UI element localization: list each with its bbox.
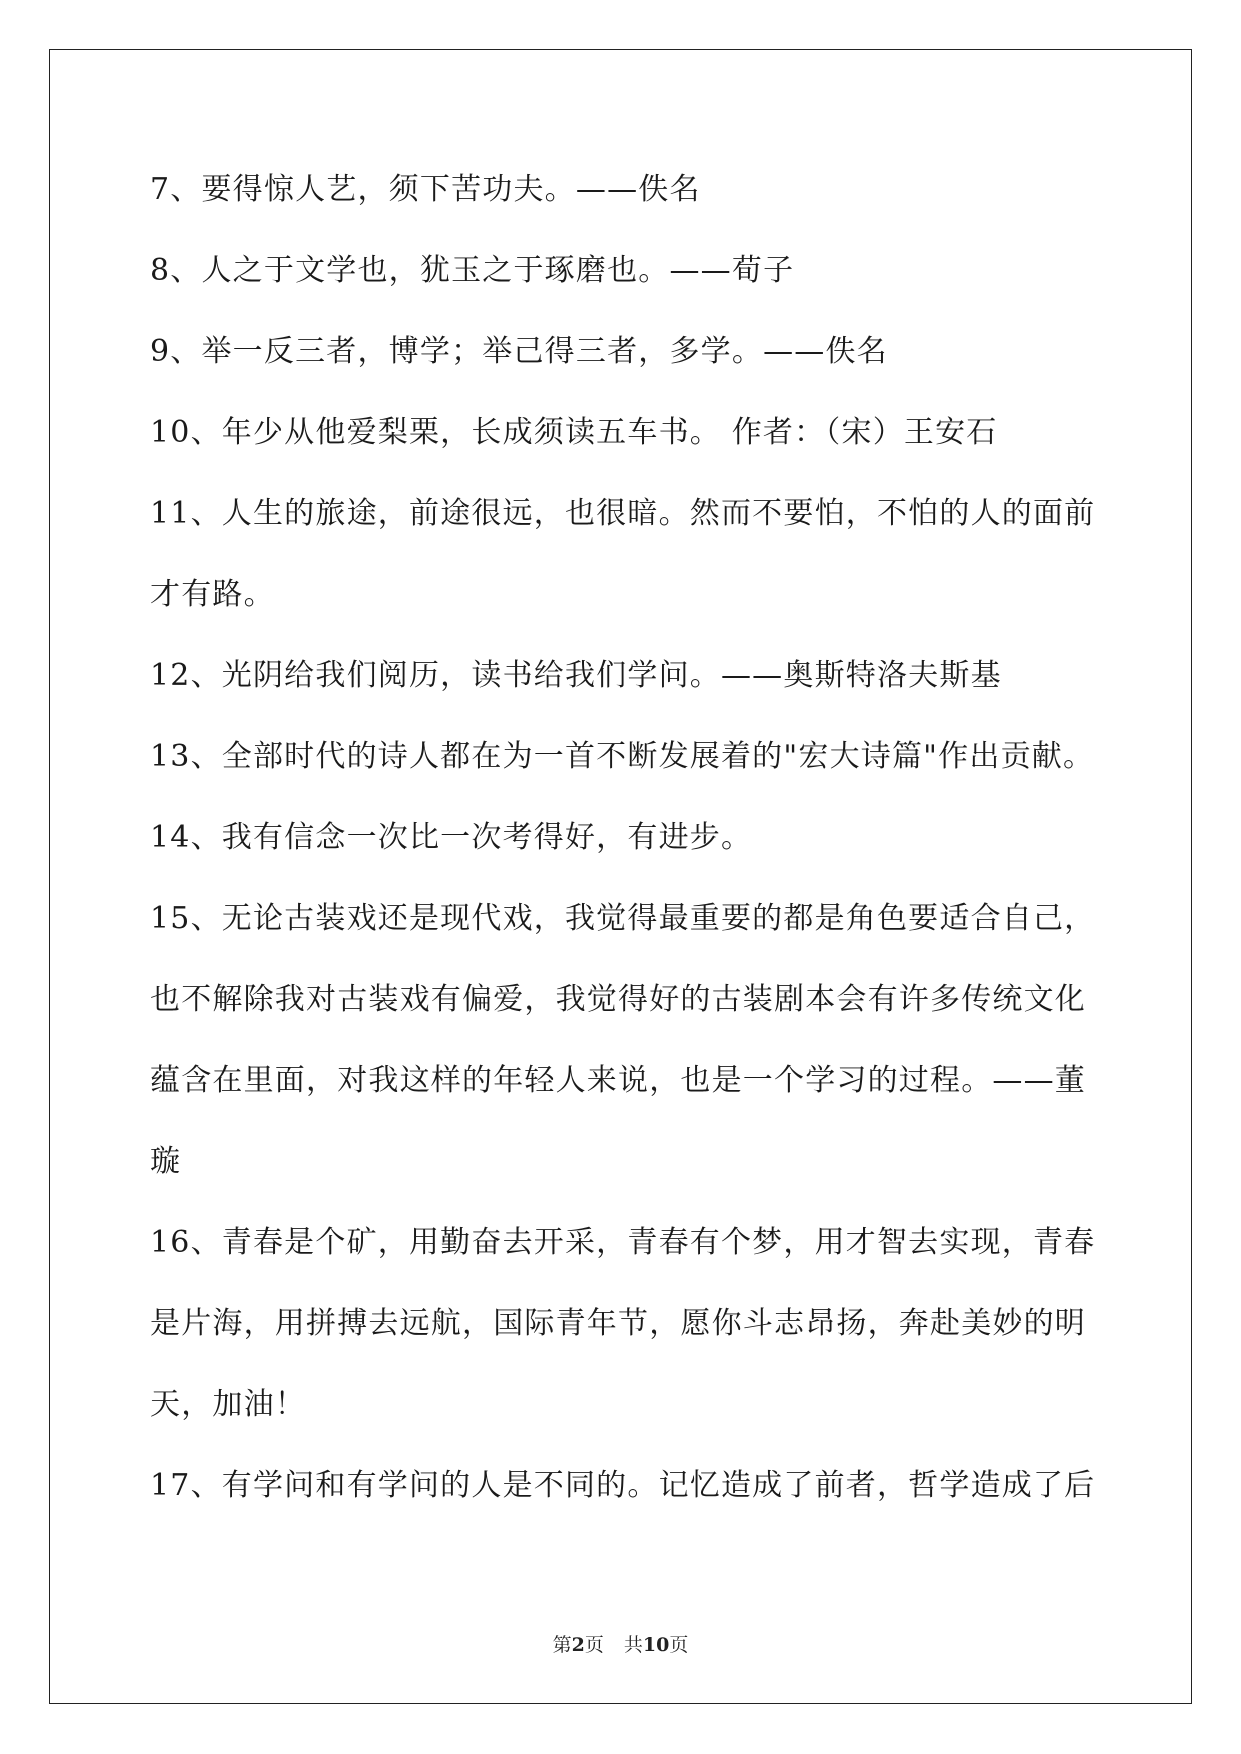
text-line: 14、我有信念一次比一次考得好，有进步。	[150, 820, 753, 855]
text-line: 8、人之于文学也，犹玉之于琢磨也。——荀子	[150, 253, 795, 288]
current-page-number: 2	[571, 1634, 585, 1656]
text-line: 15、无论古装戏还是现代戏，我觉得最重要的都是角色要适合自己，	[150, 901, 1096, 936]
text-line: 璇	[150, 1144, 182, 1179]
text-line: 12、光阴给我们阅历，读书给我们学问。——奥斯特洛夫斯基	[150, 658, 1002, 693]
text-line: 天，加油！	[150, 1387, 306, 1422]
footer-total-suffix: 页	[669, 1634, 689, 1656]
text-line: 是片海，用拼搏去远航，国际青年节，愿你斗志昂扬，奔赴美妙的明	[150, 1306, 1086, 1341]
text-line: 蕴含在里面，对我这样的年轻人来说，也是一个学习的过程。——董	[150, 1063, 1086, 1098]
footer-page-suffix: 页	[584, 1634, 604, 1656]
page-footer	[0, 1630, 1241, 1657]
text-line: 13、全部时代的诗人都在为一首不断发展着的"宏大诗篇"作出贡献。	[150, 739, 1095, 774]
text-line: 11、人生的旅途，前途很远，也很暗。然而不要怕，不怕的人的面前	[150, 496, 1096, 531]
text-line: 10、年少从他爱梨栗，长成须读五车书。 作者：（宋）王安石	[150, 415, 998, 450]
text-line: 才有路。	[150, 577, 275, 612]
text-line: 17、有学问和有学问的人是不同的。记忆造成了前者，哲学造成了后	[150, 1468, 1096, 1503]
text-line: 也不解除我对古装戏有偏爱，我觉得好的古装剧本会有许多传统文化	[150, 982, 1086, 1017]
text-line: 16、青春是个矿，用勤奋去开采，青春有个梦，用才智去实现，青春	[150, 1225, 1096, 1260]
footer-total-prefix: 共	[623, 1634, 643, 1656]
total-page-count: 10	[642, 1634, 670, 1656]
text-line: 9、举一反三者，博学；举己得三者，多学。——佚名	[150, 334, 888, 369]
footer-prefix: 第	[552, 1634, 572, 1656]
document-body	[150, 160, 1096, 1537]
text-line: 7、要得惊人艺，须下苦功夫。——佚名	[150, 172, 701, 207]
